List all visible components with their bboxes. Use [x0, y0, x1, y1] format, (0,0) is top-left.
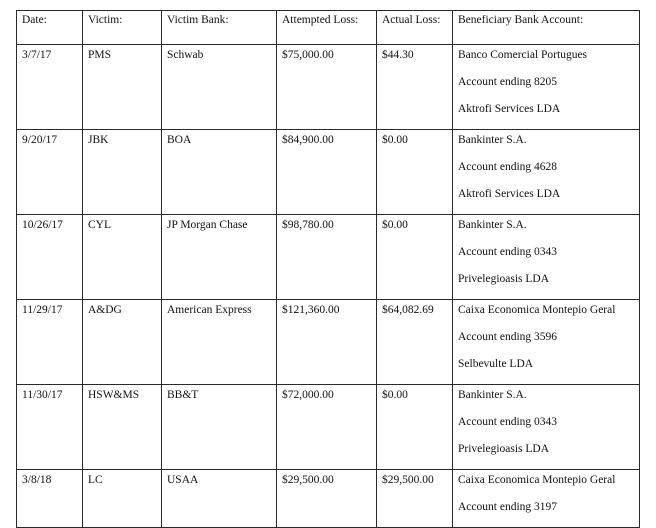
beneficiary-account: Account ending 8205	[458, 76, 558, 88]
cell-actual-loss: $0.00	[377, 130, 453, 215]
header-victim: Victim:	[83, 11, 162, 45]
beneficiary-bank: Caixa Economica Montepio Geral	[458, 474, 616, 486]
table-row	[17, 300, 640, 385]
cell-victim-bank: BOA	[162, 130, 277, 215]
cell-attempted-loss: $98,780.00	[277, 215, 377, 300]
header-row	[17, 11, 640, 45]
cell-date: 9/20/17	[17, 130, 83, 215]
cell-victim: HSW&MS	[83, 385, 162, 470]
beneficiary-account: Account ending 0343	[458, 416, 558, 428]
cell-beneficiary	[453, 300, 640, 385]
table-row	[17, 385, 640, 470]
header-actual-loss: Actual Loss:	[377, 11, 453, 45]
header-beneficiary: Beneficiary Bank Account:	[453, 11, 640, 45]
loss-table	[16, 10, 640, 528]
table-row	[17, 45, 640, 130]
beneficiary-account: Account ending 4628	[458, 161, 558, 173]
cell-victim-bank: Schwab	[162, 45, 277, 130]
cell-date: 3/8/18	[17, 470, 83, 528]
cell-actual-loss: $29,500.00	[377, 470, 453, 528]
header-date: Date:	[17, 11, 83, 45]
cell-attempted-loss: $121,360.00	[277, 300, 377, 385]
beneficiary-bank: Caixa Economica Montepio Geral	[458, 304, 616, 316]
cell-victim: A&DG	[83, 300, 162, 385]
cell-victim-bank: BB&T	[162, 385, 277, 470]
cell-actual-loss: $0.00	[377, 215, 453, 300]
cell-victim-bank: American Express	[162, 300, 277, 385]
beneficiary-company: Privelegioasis LDA	[458, 273, 550, 285]
beneficiary-bank: Bankinter S.A.	[458, 219, 527, 231]
beneficiary-bank: Bankinter S.A.	[458, 389, 527, 401]
cell-attempted-loss: $75,000.00	[277, 45, 377, 130]
cell-beneficiary	[453, 130, 640, 215]
cell-attempted-loss: $72,000.00	[277, 385, 377, 470]
cell-beneficiary	[453, 385, 640, 470]
beneficiary-company: Aktrofi Services LDA	[458, 103, 561, 115]
beneficiary-bank: Bankinter S.A.	[458, 134, 527, 146]
table-row	[17, 470, 640, 528]
beneficiary-company: Aktrofi Services LDA	[458, 188, 561, 200]
beneficiary-account: Account ending 3197	[458, 501, 558, 513]
cell-attempted-loss: $84,900.00	[277, 130, 377, 215]
cell-date: 11/30/17	[17, 385, 83, 470]
table-row	[17, 130, 640, 215]
cell-victim: JBK	[83, 130, 162, 215]
cell-beneficiary	[453, 45, 640, 130]
cell-beneficiary	[453, 470, 640, 528]
cell-actual-loss: $44.30	[377, 45, 453, 130]
header-victim-bank: Victim Bank:	[162, 11, 277, 45]
cell-actual-loss: $0.00	[377, 385, 453, 470]
beneficiary-company: Privelegioasis LDA	[458, 443, 550, 455]
cell-victim: LC	[83, 470, 162, 528]
cell-victim: PMS	[83, 45, 162, 130]
beneficiary-account: Account ending 0343	[458, 246, 558, 258]
cell-attempted-loss: $29,500.00	[277, 470, 377, 528]
header-attempted-loss: Attempted Loss:	[277, 11, 377, 45]
cell-beneficiary	[453, 215, 640, 300]
cell-actual-loss: $64,082.69	[377, 300, 453, 385]
beneficiary-company: Selbevulte LDA	[458, 358, 534, 370]
cell-victim-bank: JP Morgan Chase	[162, 215, 277, 300]
beneficiary-account: Account ending 3596	[458, 331, 558, 343]
beneficiary-bank: Banco Comercial Portugues	[458, 49, 588, 61]
cell-victim-bank: USAA	[162, 470, 277, 528]
cell-date: 11/29/17	[17, 300, 83, 385]
table-row	[17, 215, 640, 300]
cell-date: 3/7/17	[17, 45, 83, 130]
cell-victim: CYL	[83, 215, 162, 300]
cell-date: 10/26/17	[17, 215, 83, 300]
